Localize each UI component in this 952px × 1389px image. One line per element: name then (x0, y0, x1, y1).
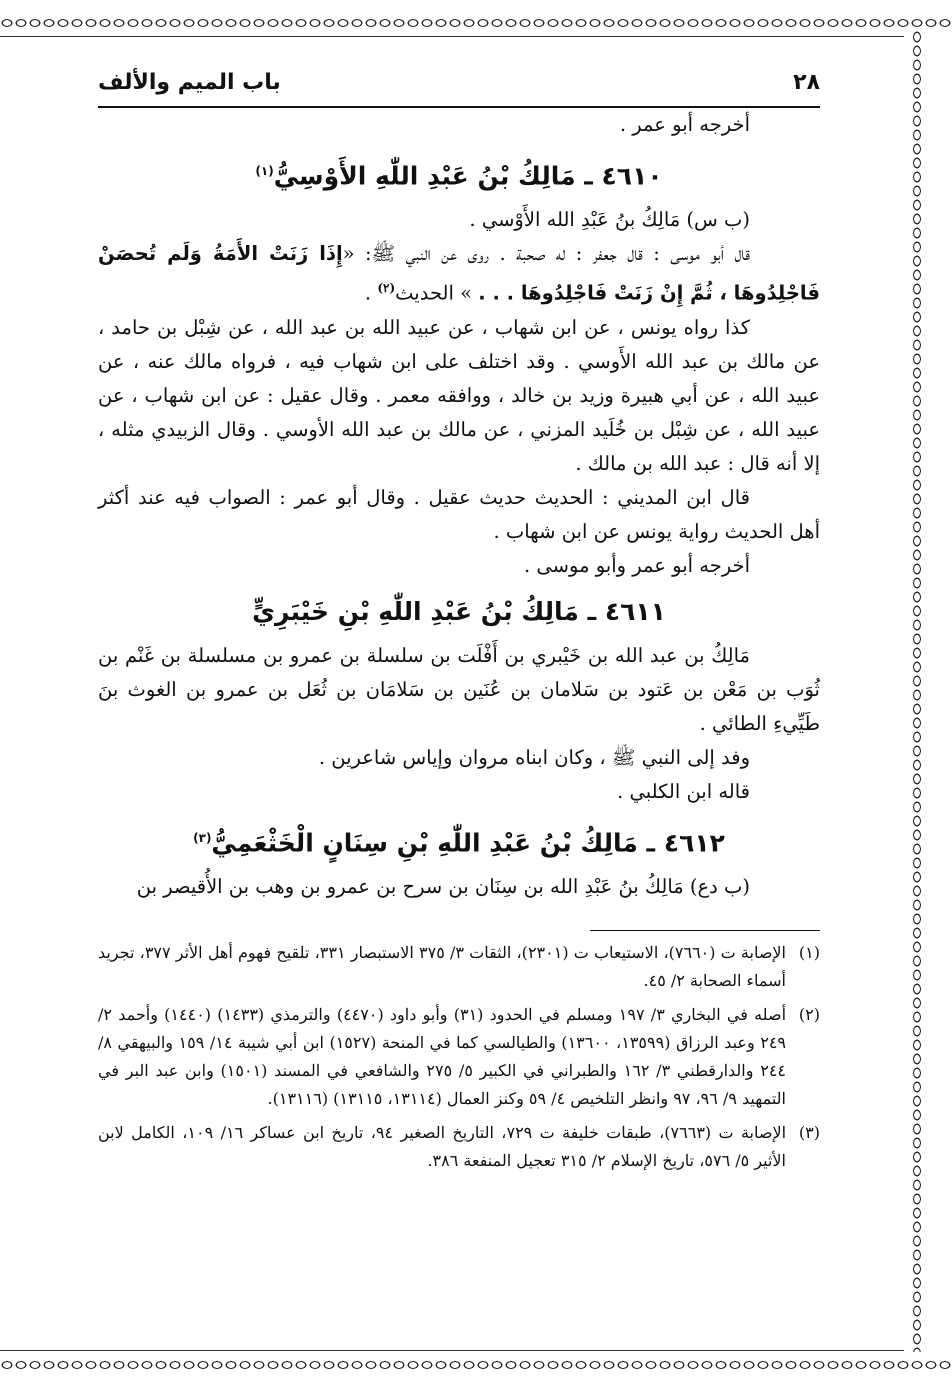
page-number: ٢٨ (793, 70, 820, 95)
paragraph: مَالِكُ بن عبد الله بن خَيْبري بن أَفْلَت بن سلسلة بن عمرو بن مسلسلة بن غَنْم بن ثُوَب بن مَعْن بن عَتود بن سَلامان بن عُنَين بن سَلامَان بن ثُعَل بن عمرو بن الغوث بنَ طَيِّيءِ الطائي . (98, 643, 820, 735)
footnote-number: (٢) (798, 1005, 820, 1025)
running-header (98, 70, 820, 108)
paragraph: (ب س) مَالِكُ بنُ عَبْدِ الله الأَوْسي . (469, 208, 750, 232)
footnote-separator (590, 930, 820, 931)
entry-heading-4611 (98, 589, 820, 635)
hadith-quote: إِذَا زَنَتْ الأَمَةُ وَلَم تُحصَنْ فَاجْلِدُوهَا ، ثُمَّ إِنْ زَنَتْ فَاجْلِدُوهَا . . . (98, 242, 820, 305)
border-rule-top (0, 36, 904, 37)
footnote (98, 1119, 820, 1175)
ornamental-border-top (0, 10, 952, 36)
entry-title: ٤٦١٠ ـ مَالِكُ بْنُ عَبْدِ اللّٰهِ الأَوْسِيُّ (273, 161, 663, 191)
paragraph: كذا رواه يونس ، عن ابن شهاب ، عن عبيد الله بن عبد الله ، عن شِبْل بن حامد ، عن مالك بن عبد الله الأَوسي . وقد اختلف على ابن شهاب فيه ، فرواه مالك عنه ، عن عبيد الله ، عن أبي هبيرة وزيد بن خالد ، ووافقه معمر . وقال عقيل : عن ابن شهاب ، عن عبيد الله ، عن شِبْل بن خُلَيد المزني ، عن مالك بن عبد الله الأوسي . وقال الزبيدي مثله ، إلا أنه قال : عبد الله بن مالك . (98, 315, 820, 475)
ornamental-border-bottom (0, 1352, 952, 1378)
text-run: . (364, 281, 378, 305)
paragraph (98, 237, 820, 311)
chapter-title: باب الميم والألف (98, 70, 281, 95)
book-page (98, 70, 820, 1340)
entry-heading-4610 (98, 148, 820, 199)
entry-heading-4612 (98, 815, 820, 866)
footnote (98, 1001, 820, 1113)
paragraph: (ب دع) مَالِكُ بنُ عَبْدِ الله بن سِنَان بن سرح بن عمرو بن وهب بن الأُقيصر بن (136, 875, 750, 899)
footnote-text: أصله في البخاري ٣/ ١٩٧ ومسلم في الحدود (٣١) وأبو داود (٤٤٧٠) والترمذي (١٤٣٣) (١٤٤٠) وأحمد ٢/ ٢٤٩ وعبد الرزاق (١٣٥٩٩، ١٣٦٠٠) والطيالسي كما في المنحة (١٥٢٧) ابن أبي شيبة ١٤/ ١٥٩ والبيهقي ٨/ ٢٤٤ والدارقطني ٣/ ١٦٢ والطبراني في الكبير ٥/ ٢٧٥ والشافعي في المسند (١٥٠١) وابن عبد البر في التمهيد ٩/ ٩٦، ٩٧ وانظر التلخيص ٤/ ٥٩ وكنز العمال (١٣١١٤، ١٣١١٥) (١٣١١٦). (98, 1005, 787, 1109)
entry-title: ٤٦١٢ ـ مَالِكُ بْنُ عَبْدِ اللّٰهِ بْنِ سِنَانٍ الْخَثْعَمِيُّ (211, 828, 725, 858)
paragraph: قال ابن المديني : الحديث حديث عقيل . وقال أبو عمر : الصواب فيه عند أكثر أهل الحديث رواية يونس عن ابن شهاب . (98, 485, 820, 543)
footnote (98, 939, 820, 995)
footnote-number: (٣) (798, 1123, 820, 1143)
footnote-number: (١) (798, 943, 820, 963)
paragraph: أخرجه أبو عمر . (619, 113, 750, 136)
footnote-text: الإصابة ت (٧٦٦٠)، الاستيعاب ت (٢٣٠١)، الثقات ٣/ ٣٧٥ الاستبصار ٣٣١، تلقيح فهوم أهل الأثر ٣٧٧، تجريد أسماء الصحابة ٢/ ٤٥. (98, 943, 786, 991)
footnote-ref: (٢) (377, 281, 396, 296)
border-rule-bottom (0, 1350, 904, 1351)
footnotes (98, 939, 820, 1175)
main-text (98, 108, 820, 904)
paragraph: وفد إلى النبي ﷺ ، وكان ابناه مروان وإياس شاعرين . (318, 745, 750, 769)
paragraph: أخرجه أبو عمر وأبو موسى . (524, 553, 750, 577)
footnote-text: الإصابة ت (٧٦٦٣)، طبقات خليفة ت ٧٢٩، التاريخ الصغير ٩٤، تاريخ ابن عساكر ١٦/ ١٠٩، الكامل لابن الأثير ٥/ ٥٧٦، تاريخ الإسلام ٢/ ٣١٥ تعجيل المنفعة ٣٨٦. (98, 1123, 787, 1171)
text-run: » الحديث (395, 281, 479, 305)
paragraph: قاله ابن الكلبي . (617, 779, 750, 803)
footnote-ref: (١) (255, 164, 274, 178)
ornamental-border-side (908, 30, 926, 1352)
entry-title: ٤٦١١ ـ مَالِكُ بْنُ عَبْدِ اللّٰهِ بْنِ خَيْبَرِيٍّ (252, 596, 666, 626)
text-run: قال أبو موسى : قال جعفر : له صحبة . روى عن النبي ﷺ: « (342, 242, 750, 266)
footnote-ref: (٣) (193, 830, 212, 845)
